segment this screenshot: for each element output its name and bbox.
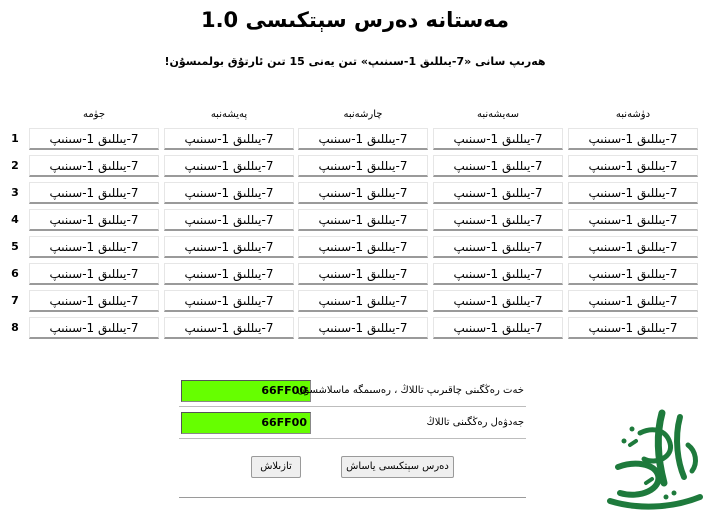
period-number: 3	[11, 186, 19, 199]
schedule-cell-input[interactable]: 7-يىللىق 1-سىنىپ	[164, 209, 294, 231]
schedule-cell-input[interactable]: 7-يىللىق 1-سىنىپ	[433, 263, 563, 285]
font-color-label: خەت رەڭگىنى چاقىرىپ تاللاڭ ، رەسىمگە ماسلاشسۇن	[297, 385, 524, 396]
schedule-cell-input[interactable]: 7-يىللىق 1-سىنىپ	[568, 263, 698, 285]
schedule-cell-input[interactable]: 7-يىللىق 1-سىنىپ	[433, 209, 563, 231]
schedule-cell-input[interactable]: 7-يىللىق 1-سىنىپ	[29, 155, 159, 177]
schedule-cell-input[interactable]: 7-يىللىق 1-سىنىپ	[568, 209, 698, 231]
schedule-cell-input[interactable]: 7-يىللىق 1-سىنىپ	[433, 155, 563, 177]
table-color-label: جەدۋەل رەڭگىنى تاللاڭ	[426, 417, 524, 428]
day-header: چارشەنبە	[343, 109, 383, 120]
schedule-cell-input[interactable]: 7-يىللىق 1-سىنىپ	[568, 155, 698, 177]
schedule-cell-input[interactable]: 7-يىللىق 1-سىنىپ	[298, 317, 428, 339]
schedule-cell-input[interactable]: 7-يىللىق 1-سىنىپ	[164, 182, 294, 204]
schedule-cell-input[interactable]: 7-يىللىق 1-سىنىپ	[164, 317, 294, 339]
schedule-cell-input[interactable]: 7-يىللىق 1-سىنىپ	[164, 236, 294, 258]
schedule-cell-input[interactable]: 7-يىللىق 1-سىنىپ	[433, 317, 563, 339]
schedule-cell-input[interactable]: 7-يىللىق 1-سىنىپ	[568, 290, 698, 312]
schedule-cell-input[interactable]: 7-يىللىق 1-سىنىپ	[164, 290, 294, 312]
font-color-row	[179, 378, 526, 407]
schedule-cell-input[interactable]: 7-يىللىق 1-سىنىپ	[164, 263, 294, 285]
page-subtitle: ھەرىپ سانى «7-يىللىق 1-سىنىپ» تىن يەنى 15 تىن ئارتۇق بولمىسۇن!	[164, 55, 546, 68]
period-number: 1	[11, 132, 19, 145]
period-number: 8	[11, 321, 19, 334]
schedule-cell-input[interactable]: 7-يىللىق 1-سىنىپ	[164, 155, 294, 177]
schedule-cell-input[interactable]: 7-يىللىق 1-سىنىپ	[568, 317, 698, 339]
schedule-cell-input[interactable]: 7-يىللىق 1-سىنىپ	[568, 128, 698, 150]
schedule-cell-input[interactable]: 7-يىللىق 1-سىنىپ	[433, 128, 563, 150]
schedule-cell-input[interactable]: 7-يىللىق 1-سىنىپ	[433, 290, 563, 312]
schedule-cell-input[interactable]: 7-يىللىق 1-سىنىپ	[298, 290, 428, 312]
uyghur-calligraphy-logo-icon	[600, 405, 708, 513]
schedule-cell-input[interactable]: 7-يىللىق 1-سىنىپ	[164, 128, 294, 150]
schedule-cell-input[interactable]: 7-يىللىق 1-سىنىپ	[298, 263, 428, 285]
color-settings	[179, 378, 526, 442]
schedule-cell-input[interactable]: 7-يىللىق 1-سىنىپ	[29, 263, 159, 285]
schedule-cell-input[interactable]: 7-يىللىق 1-سىنىپ	[568, 182, 698, 204]
schedule-cell-input[interactable]: 7-يىللىق 1-سىنىپ	[433, 236, 563, 258]
make-schedule-button[interactable]: دەرس سېتكىسى ياساش	[341, 456, 454, 478]
schedule-cell-input[interactable]: 7-يىللىق 1-سىنىپ	[298, 182, 428, 204]
period-number: 4	[11, 213, 19, 226]
day-header: جۈمە	[82, 109, 106, 120]
day-header: پەيشەنبە	[210, 109, 248, 120]
schedule-cell-input[interactable]: 7-يىللىق 1-سىنىپ	[29, 317, 159, 339]
bottom-divider	[179, 497, 526, 498]
schedule-cell-input[interactable]: 7-يىللىق 1-سىنىپ	[29, 209, 159, 231]
period-number: 6	[11, 267, 19, 280]
schedule-cell-input[interactable]: 7-يىللىق 1-سىنىپ	[29, 236, 159, 258]
schedule-cell-input[interactable]: 7-يىللىق 1-سىنىپ	[298, 236, 428, 258]
schedule-cell-input[interactable]: 7-يىللىق 1-سىنىپ	[29, 128, 159, 150]
schedule-cell-input[interactable]: 7-يىللىق 1-سىنىپ	[29, 182, 159, 204]
schedule-cell-input[interactable]: 7-يىللىق 1-سىنىپ	[568, 236, 698, 258]
period-number: 5	[11, 240, 19, 253]
period-number: 2	[11, 159, 19, 172]
schedule-cell-input[interactable]: 7-يىللىق 1-سىنىپ	[433, 182, 563, 204]
table-color-input[interactable]: 66FF00	[181, 412, 311, 434]
schedule-cell-input[interactable]: 7-يىللىق 1-سىنىپ	[29, 290, 159, 312]
reset-button[interactable]: تازىلاش	[251, 456, 301, 478]
font-color-input[interactable]: 66FF00	[181, 380, 311, 402]
table-color-row	[179, 410, 526, 439]
schedule-cell-input[interactable]: 7-يىللىق 1-سىنىپ	[298, 209, 428, 231]
period-number: 7	[11, 294, 19, 307]
page-title: مەستانە دەرس سېتكىسى 1.0	[200, 8, 510, 32]
schedule-cell-input[interactable]: 7-يىللىق 1-سىنىپ	[298, 128, 428, 150]
day-header: دۈشەنبە	[615, 109, 651, 120]
day-header: سەيشەنبە	[477, 109, 519, 120]
schedule-cell-input[interactable]: 7-يىللىق 1-سىنىپ	[298, 155, 428, 177]
